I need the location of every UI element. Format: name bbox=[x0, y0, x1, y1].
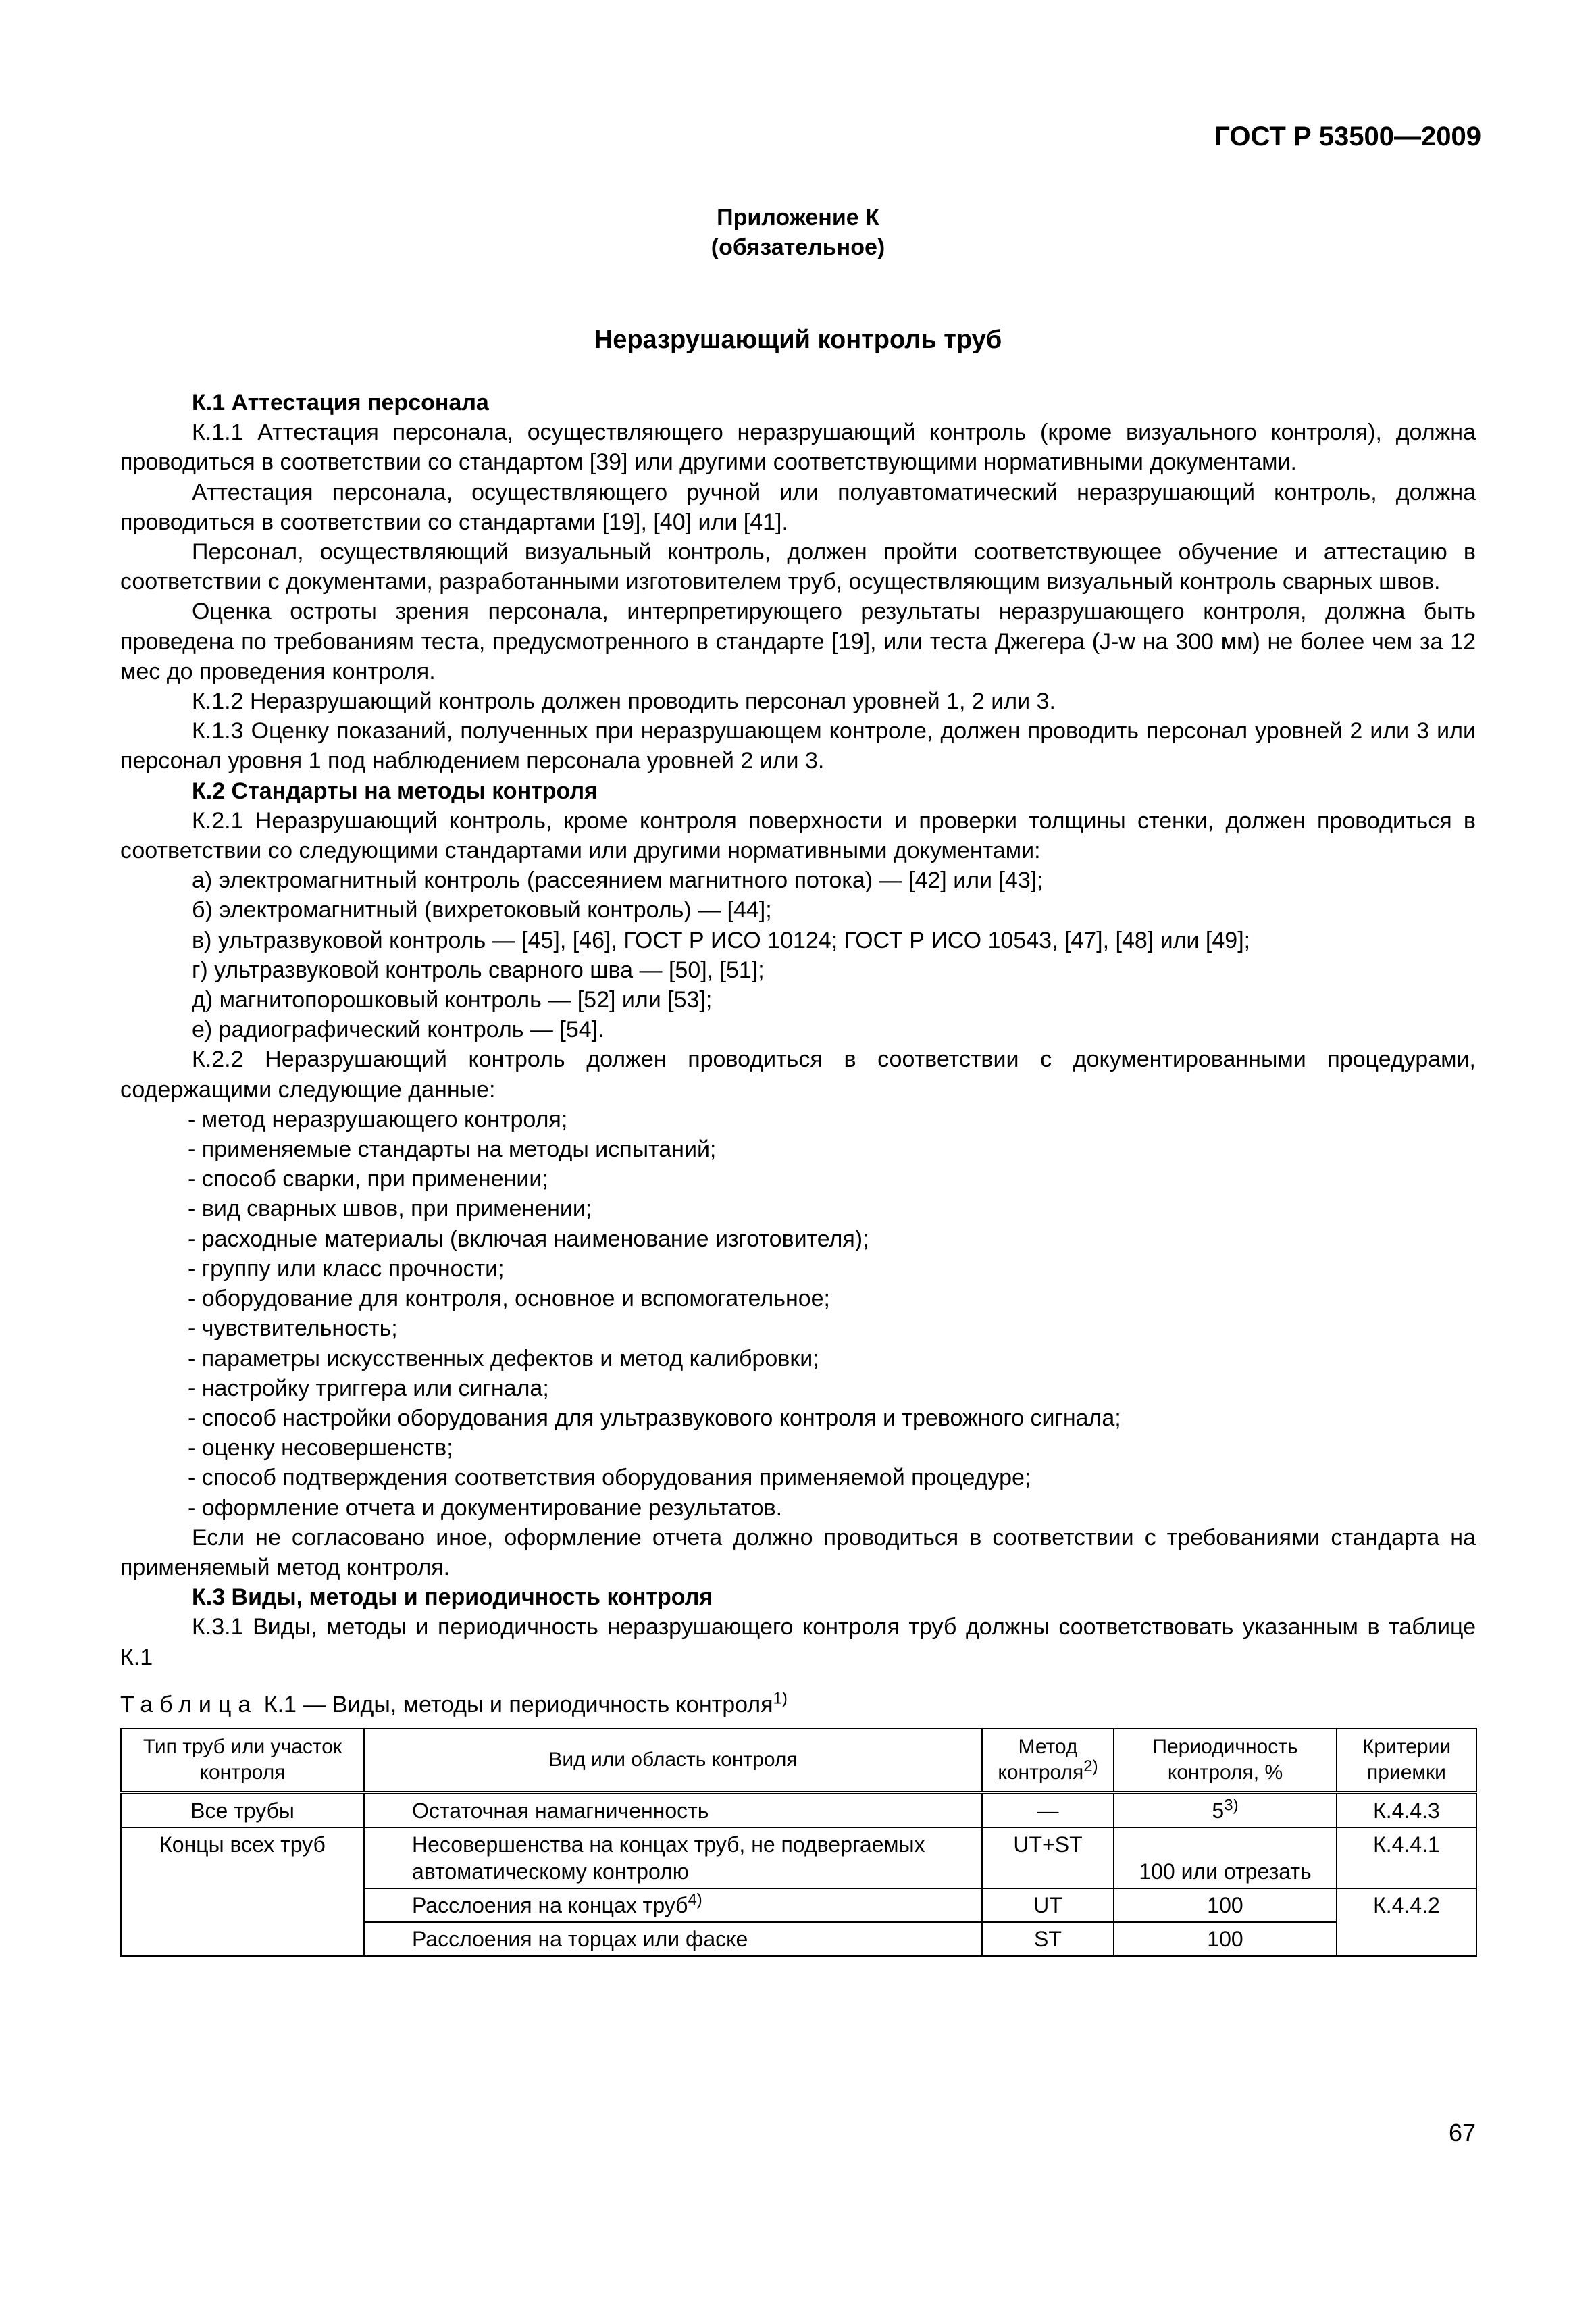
cell-criteria: К.4.4.3 bbox=[1337, 1792, 1476, 1828]
cell-method: ST bbox=[982, 1922, 1114, 1956]
cell-criteria: К.4.4.2 bbox=[1337, 1888, 1476, 1956]
cell-area: Несовершенства на концах труб, не подвергаемых автоматическому контролю bbox=[364, 1828, 982, 1888]
dash-item: - вид сварных швов, при применении; bbox=[188, 1196, 592, 1222]
list-item: в) ультразвуковой контроль — [45], [46], ГОСТ Р ИСО 10124; ГОСТ Р ИСО 10543, [47], [48] или [49]; bbox=[192, 927, 1251, 953]
paragraph: К.2.2 Неразрушающий контроль должен проводиться в соответствии с документированными процедурами, содержащими следующие данные: bbox=[120, 1047, 1476, 1103]
section-k1-heading: К.1 Аттестация персонала bbox=[192, 390, 489, 416]
paragraph: К.2.1 Неразрушающий контроль, кроме контроля поверхности и проверки толщины стенки, должен проводиться в соответствии со следующими стандартами или другими нормативными документами: bbox=[120, 807, 1476, 864]
col-header-type: Тип труб или участок контроля bbox=[121, 1728, 364, 1793]
cell-period: 100 bbox=[1114, 1888, 1337, 1922]
document-body bbox=[120, 388, 1476, 1957]
dash-item: - расходные материалы (включая наименование изготовителя); bbox=[188, 1226, 869, 1252]
table-row bbox=[121, 1792, 1476, 1828]
paragraph: Персонал, осуществляющий визуальный контроль, должен пройти соответствующее обучение и аттестацию в соответствии с документами, разработанными изготовителем труб, осуществляющим визуальный контроль сварных швов. bbox=[120, 539, 1476, 595]
annex-title: Приложение К bbox=[717, 205, 879, 230]
cell-area: Расслоения на торцах или фаске bbox=[364, 1922, 982, 1956]
paragraph: Аттестация персонала, осуществляющего ручной или полуавтоматический неразрушающий контроль, должна проводиться в соответствии со стандартами [19], [40] или [41]. bbox=[120, 479, 1476, 535]
col-header-method-text: Метод контроля bbox=[998, 1735, 1084, 1784]
dash-item: - применяемые стандарты на методы испытаний; bbox=[188, 1136, 717, 1163]
table-caption bbox=[120, 1690, 1476, 1719]
col-header-method bbox=[982, 1728, 1114, 1793]
col-header-criteria: Критерии приемки bbox=[1337, 1728, 1476, 1793]
paragraph: Если не согласовано иное, оформление отчета должно проводиться в соответствии с требованиями стандарта на применяемый метод контроля. bbox=[120, 1524, 1476, 1580]
annex-heading bbox=[0, 203, 1596, 262]
table-header-row bbox=[121, 1728, 1476, 1793]
list-item: а) электромагнитный контроль (рассеянием магнитного потока) — [42] или [43]; bbox=[192, 867, 1044, 894]
document-code: ГОСТ Р 53500—2009 bbox=[1214, 122, 1481, 151]
list-item: е) радиографический контроль — [54]. bbox=[192, 1017, 604, 1043]
cell-method: UT bbox=[982, 1888, 1114, 1922]
section-k2-heading: К.2 Стандарты на методы контроля bbox=[192, 778, 598, 804]
dash-item: - способ сварки, при применении; bbox=[188, 1166, 548, 1192]
col-header-area: Вид или область контроля bbox=[364, 1728, 982, 1793]
table-caption-text: К.1 — Виды, методы и периодичность контроля bbox=[263, 1691, 773, 1717]
paragraph: К.1.2 Неразрушающий контроль должен проводить персонал уровней 1, 2 или 3. bbox=[192, 688, 1056, 715]
list-item: д) магнитопорошковый контроль — [52] или [53]; bbox=[192, 987, 713, 1013]
cell-criteria: К.4.4.1 bbox=[1337, 1828, 1476, 1888]
page-title: Неразрушающий контроль труб bbox=[594, 326, 1002, 354]
paragraph: Оценка остроты зрения персонала, интерпретирующего результаты неразрушающего контроля, должна быть проведена по требованиям теста, предусмотренного в стандарте [19], или теста Джегера (J-w на 300 мм) не более чем за 12 мес до проведения контроля. bbox=[120, 599, 1476, 684]
cell-area bbox=[364, 1888, 982, 1922]
cell-period: 100 или отрезать bbox=[1114, 1828, 1337, 1888]
dash-item: - метод неразрушающего контроля; bbox=[188, 1106, 568, 1132]
table-caption-label: Таблица bbox=[120, 1691, 258, 1717]
paragraph: К.1.1 Аттестация персонала, осуществляющего неразрушающий контроль (кроме визуального контроля), должна проводиться в соответствии со стандартом [39] или другими соответствующими нормативными документами. bbox=[120, 420, 1476, 476]
footnote-marker: 1) bbox=[773, 1689, 788, 1708]
table-k1 bbox=[120, 1728, 1477, 1957]
dash-item: - оценку несовершенств; bbox=[188, 1435, 453, 1461]
dash-item: - параметры искусственных дефектов и метод калибровки; bbox=[188, 1345, 819, 1372]
list-item: б) электромагнитный (вихретоковый контроль) — [44]; bbox=[192, 897, 772, 924]
dash-item: - чувствительность; bbox=[188, 1315, 398, 1342]
cell-type: Все трубы bbox=[121, 1792, 364, 1828]
dash-item: - группу или класс прочности; bbox=[188, 1255, 505, 1282]
dash-item: - способ подтверждения соответствия оборудования применяемой процедуре; bbox=[188, 1465, 1031, 1491]
cell-area-text: Расслоения на концах труб bbox=[412, 1892, 688, 1917]
table-row bbox=[121, 1828, 1476, 1888]
cell-method: — bbox=[982, 1792, 1114, 1828]
cell-period: 100 bbox=[1114, 1922, 1337, 1956]
col-header-period: Периодичность контроля, % bbox=[1114, 1728, 1337, 1793]
list-item: г) ультразвуковой контроль сварного шва — [50], [51]; bbox=[192, 957, 765, 983]
dash-item: - оборудование для контроля, основное и вспомогательное; bbox=[188, 1286, 830, 1312]
cell-period-text: 5 bbox=[1212, 1798, 1225, 1823]
cell-period bbox=[1114, 1792, 1337, 1828]
dash-item: - настройку триггера или сигнала; bbox=[188, 1375, 549, 1401]
paragraph: К.1.3 Оценку показаний, полученных при неразрушающем контроле, должен проводить персонал уровней 2 или 3 или персонал уровня 1 под наблюдением персонала уровней 2 или 3. bbox=[120, 718, 1476, 774]
footnote-marker: 2) bbox=[1083, 1757, 1098, 1776]
section-k3-heading: К.3 Виды, методы и периодичность контроля bbox=[192, 1584, 713, 1611]
dash-item: - способ настройки оборудования для ультразвукового контроля и тревожного сигнала; bbox=[188, 1405, 1121, 1431]
footnote-marker: 3) bbox=[1224, 1796, 1239, 1815]
cell-type: Концы всех труб bbox=[121, 1828, 364, 1956]
footnote-marker: 4) bbox=[688, 1890, 702, 1909]
dash-item: - оформление отчета и документирование результатов. bbox=[188, 1494, 783, 1521]
paragraph: К.3.1 Виды, методы и периодичность неразрушающего контроля труб должны соответствовать указанным в таблице К.1 bbox=[120, 1614, 1476, 1670]
cell-method: UT+ST bbox=[982, 1828, 1114, 1888]
annex-status: (обязательное) bbox=[711, 234, 885, 260]
cell-area: Остаточная намагниченность bbox=[364, 1792, 982, 1828]
page-number: 67 bbox=[1448, 2119, 1476, 2146]
